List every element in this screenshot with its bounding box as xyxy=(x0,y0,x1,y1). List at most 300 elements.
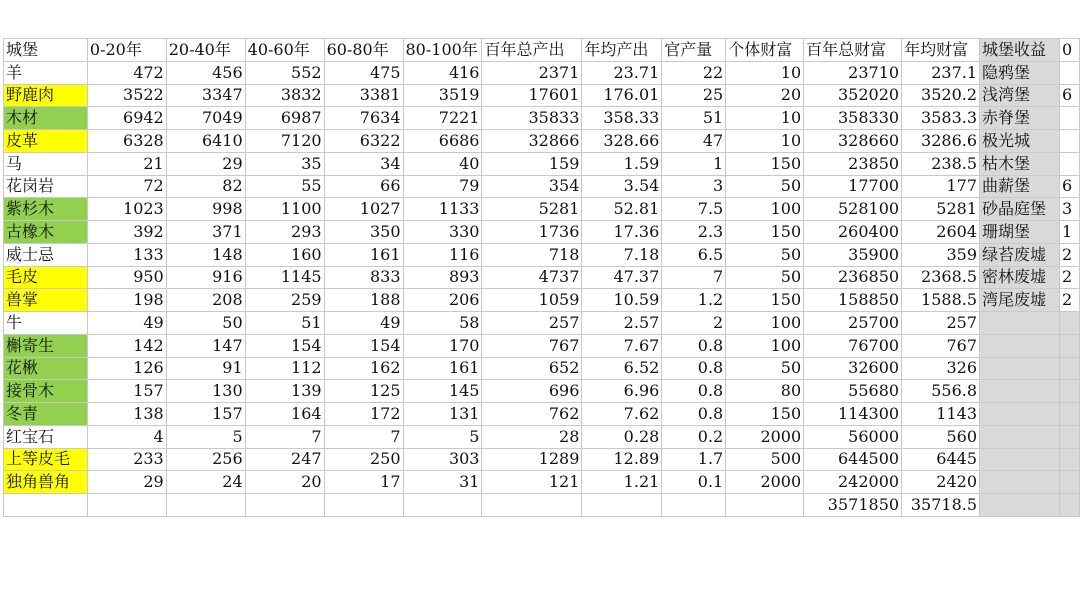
value-cell[interactable]: 7221 xyxy=(403,107,482,130)
value-cell[interactable]: 29 xyxy=(87,471,166,494)
castle-cell[interactable] xyxy=(980,403,1060,426)
header-cell[interactable]: 20-40年 xyxy=(166,39,245,62)
extra-cell[interactable] xyxy=(1059,312,1079,335)
header-cell[interactable]: 百年总财富 xyxy=(804,39,902,62)
castle-cell[interactable]: 砂晶庭堡 xyxy=(980,198,1060,221)
empty-cell[interactable] xyxy=(726,494,804,517)
total-wealth-cell[interactable]: 3571850 xyxy=(804,494,902,517)
header-cell[interactable]: 百年总产出 xyxy=(482,39,582,62)
value-cell[interactable]: 17601 xyxy=(482,84,582,107)
value-cell[interactable]: 23710 xyxy=(804,61,902,84)
value-cell[interactable]: 328660 xyxy=(804,130,902,153)
value-cell[interactable]: 2000 xyxy=(726,471,804,494)
value-cell[interactable]: 0.8 xyxy=(662,334,726,357)
resource-name-cell[interactable]: 马 xyxy=(4,152,88,175)
resource-name-cell[interactable]: 木材 xyxy=(4,107,88,130)
value-cell[interactable]: 1023 xyxy=(87,198,166,221)
extra-cell[interactable]: 1 xyxy=(1059,221,1079,244)
value-cell[interactable]: 3381 xyxy=(324,84,403,107)
empty-cell[interactable] xyxy=(482,494,582,517)
value-cell[interactable]: 352020 xyxy=(804,84,902,107)
value-cell[interactable]: 293 xyxy=(245,221,324,244)
value-cell[interactable]: 116 xyxy=(403,243,482,266)
value-cell[interactable]: 242000 xyxy=(804,471,902,494)
resource-name-cell[interactable]: 花楸 xyxy=(4,357,88,380)
value-cell[interactable]: 7049 xyxy=(166,107,245,130)
value-cell[interactable]: 91 xyxy=(166,357,245,380)
header-cell[interactable]: 40-60年 xyxy=(245,39,324,62)
castle-cell[interactable]: 曲薪堡 xyxy=(980,175,1060,198)
value-cell[interactable]: 416 xyxy=(403,61,482,84)
value-cell[interactable]: 257 xyxy=(482,312,582,335)
castle-cell[interactable]: 隐鸦堡 xyxy=(980,61,1060,84)
value-cell[interactable]: 7 xyxy=(245,425,324,448)
value-cell[interactable]: 139 xyxy=(245,380,324,403)
value-cell[interactable]: 3520.2 xyxy=(902,84,980,107)
value-cell[interactable]: 696 xyxy=(482,380,582,403)
value-cell[interactable]: 1133 xyxy=(403,198,482,221)
value-cell[interactable]: 644500 xyxy=(804,448,902,471)
empty-cell[interactable] xyxy=(662,494,726,517)
castle-cell[interactable]: 极光城 xyxy=(980,130,1060,153)
value-cell[interactable]: 159 xyxy=(482,152,582,175)
extra-cell[interactable]: 3 xyxy=(1059,198,1079,221)
value-cell[interactable]: 25700 xyxy=(804,312,902,335)
value-cell[interactable]: 6445 xyxy=(902,448,980,471)
value-cell[interactable]: 950 xyxy=(87,266,166,289)
value-cell[interactable]: 55680 xyxy=(804,380,902,403)
value-cell[interactable]: 125 xyxy=(324,380,403,403)
value-cell[interactable]: 237.1 xyxy=(902,61,980,84)
value-cell[interactable]: 50 xyxy=(166,312,245,335)
header-cell[interactable]: 城堡 xyxy=(4,39,88,62)
table-row xyxy=(4,448,1080,471)
value-cell[interactable]: 114300 xyxy=(804,403,902,426)
value-cell[interactable]: 0.1 xyxy=(662,471,726,494)
value-cell[interactable]: 10 xyxy=(726,107,804,130)
value-cell[interactable]: 552 xyxy=(245,61,324,84)
value-cell[interactable]: 82 xyxy=(166,175,245,198)
resource-name-cell[interactable]: 羊 xyxy=(4,61,88,84)
header-cell[interactable]: 城堡收益 xyxy=(980,39,1060,62)
value-cell[interactable]: 150 xyxy=(726,403,804,426)
value-cell[interactable]: 56000 xyxy=(804,425,902,448)
value-cell[interactable]: 20 xyxy=(726,84,804,107)
value-cell[interactable]: 0.2 xyxy=(662,425,726,448)
extra-cell[interactable] xyxy=(1059,448,1079,471)
value-cell[interactable]: 1 xyxy=(662,152,726,175)
value-cell[interactable]: 154 xyxy=(324,334,403,357)
extra-cell[interactable] xyxy=(1059,380,1079,403)
extra-cell[interactable] xyxy=(1059,130,1079,153)
value-cell[interactable]: 40 xyxy=(403,152,482,175)
extra-cell[interactable] xyxy=(1059,403,1079,426)
value-cell[interactable]: 176.01 xyxy=(582,84,662,107)
empty-cell[interactable] xyxy=(1059,494,1079,517)
value-cell[interactable]: 0.8 xyxy=(662,357,726,380)
value-cell[interactable]: 80 xyxy=(726,380,804,403)
value-cell[interactable]: 257 xyxy=(902,312,980,335)
value-cell[interactable]: 23850 xyxy=(804,152,902,175)
value-cell[interactable]: 50 xyxy=(726,357,804,380)
empty-cell[interactable] xyxy=(582,494,662,517)
value-cell[interactable]: 47.37 xyxy=(582,266,662,289)
value-cell[interactable]: 79 xyxy=(403,175,482,198)
value-cell[interactable]: 49 xyxy=(87,312,166,335)
value-cell[interactable]: 150 xyxy=(726,221,804,244)
empty-cell[interactable] xyxy=(324,494,403,517)
castle-cell[interactable] xyxy=(980,448,1060,471)
value-cell[interactable]: 1100 xyxy=(245,198,324,221)
value-cell[interactable]: 10.59 xyxy=(582,289,662,312)
value-cell[interactable]: 188 xyxy=(324,289,403,312)
value-cell[interactable]: 170 xyxy=(403,334,482,357)
castle-cell[interactable]: 绿苔废墟 xyxy=(980,243,1060,266)
value-cell[interactable]: 1289 xyxy=(482,448,582,471)
value-cell[interactable]: 6322 xyxy=(324,130,403,153)
value-cell[interactable]: 2000 xyxy=(726,425,804,448)
value-cell[interactable]: 238.5 xyxy=(902,152,980,175)
value-cell[interactable]: 3519 xyxy=(403,84,482,107)
value-cell[interactable]: 154 xyxy=(245,334,324,357)
value-cell[interactable]: 51 xyxy=(662,107,726,130)
value-cell[interactable]: 157 xyxy=(166,403,245,426)
empty-cell[interactable] xyxy=(980,494,1060,517)
header-cell[interactable]: 60-80年 xyxy=(324,39,403,62)
value-cell[interactable]: 32866 xyxy=(482,130,582,153)
value-cell[interactable]: 112 xyxy=(245,357,324,380)
value-cell[interactable]: 560 xyxy=(902,425,980,448)
value-cell[interactable]: 23.71 xyxy=(582,61,662,84)
value-cell[interactable]: 157 xyxy=(87,380,166,403)
value-cell[interactable]: 6.5 xyxy=(662,243,726,266)
value-cell[interactable]: 50 xyxy=(726,175,804,198)
value-cell[interactable]: 50 xyxy=(726,266,804,289)
value-cell[interactable]: 66 xyxy=(324,175,403,198)
value-cell[interactable]: 2368.5 xyxy=(902,266,980,289)
value-cell[interactable]: 233 xyxy=(87,448,166,471)
value-cell[interactable]: 198 xyxy=(87,289,166,312)
value-cell[interactable]: 6328 xyxy=(87,130,166,153)
value-cell[interactable]: 1145 xyxy=(245,266,324,289)
castle-cell[interactable]: 珊瑚堡 xyxy=(980,221,1060,244)
value-cell[interactable]: 5 xyxy=(166,425,245,448)
header-cell[interactable]: 年均产出 xyxy=(582,39,662,62)
value-cell[interactable]: 2371 xyxy=(482,61,582,84)
value-cell[interactable]: 893 xyxy=(403,266,482,289)
value-cell[interactable]: 2 xyxy=(662,312,726,335)
castle-cell[interactable]: 湾尾废墟 xyxy=(980,289,1060,312)
castle-cell[interactable] xyxy=(980,334,1060,357)
value-cell[interactable]: 51 xyxy=(245,312,324,335)
value-cell[interactable]: 472 xyxy=(87,61,166,84)
value-cell[interactable]: 7 xyxy=(662,266,726,289)
header-cell[interactable]: 年均财富 xyxy=(902,39,980,62)
value-cell[interactable]: 164 xyxy=(245,403,324,426)
value-cell[interactable]: 556.8 xyxy=(902,380,980,403)
header-cell[interactable]: 0 xyxy=(1059,39,1079,62)
value-cell[interactable]: 32600 xyxy=(804,357,902,380)
value-cell[interactable]: 3286.6 xyxy=(902,130,980,153)
value-cell[interactable]: 359 xyxy=(902,243,980,266)
value-cell[interactable]: 133 xyxy=(87,243,166,266)
extra-cell[interactable]: 2 xyxy=(1059,289,1079,312)
resource-name-cell[interactable]: 野鹿肉 xyxy=(4,84,88,107)
value-cell[interactable]: 4737 xyxy=(482,266,582,289)
value-cell[interactable]: 5281 xyxy=(902,198,980,221)
extra-cell[interactable]: 2 xyxy=(1059,266,1079,289)
value-cell[interactable]: 47 xyxy=(662,130,726,153)
extra-cell[interactable] xyxy=(1059,471,1079,494)
value-cell[interactable]: 12.89 xyxy=(582,448,662,471)
value-cell[interactable]: 0.8 xyxy=(662,403,726,426)
value-cell[interactable]: 7.18 xyxy=(582,243,662,266)
empty-cell[interactable] xyxy=(4,494,88,517)
value-cell[interactable]: 767 xyxy=(902,334,980,357)
value-cell[interactable]: 247 xyxy=(245,448,324,471)
value-cell[interactable]: 0.28 xyxy=(582,425,662,448)
castle-cell[interactable] xyxy=(980,312,1060,335)
castle-cell[interactable]: 赤脊堡 xyxy=(980,107,1060,130)
castle-cell[interactable] xyxy=(980,471,1060,494)
castle-cell[interactable] xyxy=(980,425,1060,448)
value-cell[interactable]: 142 xyxy=(87,334,166,357)
resource-name-cell[interactable]: 花岗岩 xyxy=(4,175,88,198)
value-cell[interactable]: 5281 xyxy=(482,198,582,221)
value-cell[interactable]: 177 xyxy=(902,175,980,198)
value-cell[interactable]: 358.33 xyxy=(582,107,662,130)
value-cell[interactable]: 7.5 xyxy=(662,198,726,221)
value-cell[interactable]: 1027 xyxy=(324,198,403,221)
value-cell[interactable]: 121 xyxy=(482,471,582,494)
value-cell[interactable]: 148 xyxy=(166,243,245,266)
value-cell[interactable]: 10 xyxy=(726,130,804,153)
value-cell[interactable]: 6.52 xyxy=(582,357,662,380)
header-cell[interactable]: 官产量 xyxy=(662,39,726,62)
header-cell[interactable]: 个体财富 xyxy=(726,39,804,62)
value-cell[interactable]: 916 xyxy=(166,266,245,289)
value-cell[interactable]: 6.96 xyxy=(582,380,662,403)
value-cell[interactable]: 3 xyxy=(662,175,726,198)
castle-cell[interactable] xyxy=(980,357,1060,380)
castle-cell[interactable]: 密林废墟 xyxy=(980,266,1060,289)
empty-cell[interactable] xyxy=(245,494,324,517)
extra-cell[interactable] xyxy=(1059,152,1079,175)
value-cell[interactable]: 35 xyxy=(245,152,324,175)
value-cell[interactable]: 326 xyxy=(902,357,980,380)
value-cell[interactable]: 7120 xyxy=(245,130,324,153)
value-cell[interactable]: 76700 xyxy=(804,334,902,357)
value-cell[interactable]: 29 xyxy=(166,152,245,175)
value-cell[interactable]: 50 xyxy=(726,243,804,266)
value-cell[interactable]: 7.62 xyxy=(582,403,662,426)
table-row xyxy=(4,107,1080,130)
value-cell[interactable]: 392 xyxy=(87,221,166,244)
value-cell[interactable]: 6410 xyxy=(166,130,245,153)
value-cell[interactable]: 17.36 xyxy=(582,221,662,244)
value-cell[interactable]: 1143 xyxy=(902,403,980,426)
value-cell[interactable]: 1059 xyxy=(482,289,582,312)
header-cell[interactable]: 0-20年 xyxy=(87,39,166,62)
value-cell[interactable]: 718 xyxy=(482,243,582,266)
value-cell[interactable]: 5 xyxy=(403,425,482,448)
value-cell[interactable]: 6686 xyxy=(403,130,482,153)
value-cell[interactable]: 17 xyxy=(324,471,403,494)
value-cell[interactable]: 17700 xyxy=(804,175,902,198)
value-cell[interactable]: 0.8 xyxy=(662,380,726,403)
value-cell[interactable]: 150 xyxy=(726,289,804,312)
resource-name-cell[interactable]: 兽掌 xyxy=(4,289,88,312)
castle-cell[interactable]: 枯木堡 xyxy=(980,152,1060,175)
table-row xyxy=(4,198,1080,221)
resource-name-cell[interactable]: 毛皮 xyxy=(4,266,88,289)
value-cell[interactable]: 131 xyxy=(403,403,482,426)
value-cell[interactable]: 250 xyxy=(324,448,403,471)
value-cell[interactable]: 21 xyxy=(87,152,166,175)
value-cell[interactable]: 767 xyxy=(482,334,582,357)
value-cell[interactable]: 260400 xyxy=(804,221,902,244)
value-cell[interactable]: 652 xyxy=(482,357,582,380)
resource-name-cell[interactable]: 皮革 xyxy=(4,130,88,153)
value-cell[interactable]: 3832 xyxy=(245,84,324,107)
castle-cell[interactable]: 浅湾堡 xyxy=(980,84,1060,107)
value-cell[interactable]: 1.59 xyxy=(582,152,662,175)
value-cell[interactable]: 3583.3 xyxy=(902,107,980,130)
value-cell[interactable]: 206 xyxy=(403,289,482,312)
value-cell[interactable]: 6987 xyxy=(245,107,324,130)
value-cell[interactable]: 328.66 xyxy=(582,130,662,153)
value-cell[interactable]: 10 xyxy=(726,61,804,84)
value-cell[interactable]: 24 xyxy=(166,471,245,494)
avg-wealth-cell[interactable]: 35718.5 xyxy=(902,494,980,517)
extra-cell[interactable]: 2 xyxy=(1059,243,1079,266)
value-cell[interactable]: 330 xyxy=(403,221,482,244)
value-cell[interactable]: 100 xyxy=(726,312,804,335)
resource-name-cell[interactable]: 古橡木 xyxy=(4,221,88,244)
value-cell[interactable]: 354 xyxy=(482,175,582,198)
value-cell[interactable]: 3347 xyxy=(166,84,245,107)
resource-name-cell[interactable]: 上等皮毛 xyxy=(4,448,88,471)
value-cell[interactable]: 31 xyxy=(403,471,482,494)
value-cell[interactable]: 1.21 xyxy=(582,471,662,494)
table-row xyxy=(4,403,1080,426)
value-cell[interactable]: 1.2 xyxy=(662,289,726,312)
value-cell[interactable]: 55 xyxy=(245,175,324,198)
empty-cell[interactable] xyxy=(87,494,166,517)
value-cell[interactable]: 1588.5 xyxy=(902,289,980,312)
resource-name-cell[interactable]: 牛 xyxy=(4,312,88,335)
extra-cell[interactable] xyxy=(1059,61,1079,84)
value-cell[interactable]: 3.54 xyxy=(582,175,662,198)
value-cell[interactable]: 303 xyxy=(403,448,482,471)
value-cell[interactable]: 236850 xyxy=(804,266,902,289)
value-cell[interactable]: 7 xyxy=(324,425,403,448)
value-cell[interactable]: 20 xyxy=(245,471,324,494)
value-cell[interactable]: 52.81 xyxy=(582,198,662,221)
value-cell[interactable]: 3522 xyxy=(87,84,166,107)
value-cell[interactable]: 4 xyxy=(87,425,166,448)
table-row xyxy=(4,334,1080,357)
value-cell[interactable]: 256 xyxy=(166,448,245,471)
value-cell[interactable]: 25 xyxy=(662,84,726,107)
value-cell[interactable]: 500 xyxy=(726,448,804,471)
extra-cell[interactable]: 6 xyxy=(1059,175,1079,198)
value-cell[interactable]: 126 xyxy=(87,357,166,380)
extra-cell[interactable] xyxy=(1059,107,1079,130)
value-cell[interactable]: 138 xyxy=(87,403,166,426)
value-cell[interactable]: 358330 xyxy=(804,107,902,130)
value-cell[interactable]: 161 xyxy=(324,243,403,266)
resource-name-cell[interactable]: 独角兽角 xyxy=(4,471,88,494)
value-cell[interactable]: 833 xyxy=(324,266,403,289)
resource-name-cell[interactable]: 槲寄生 xyxy=(4,334,88,357)
extra-cell[interactable]: 6 xyxy=(1059,84,1079,107)
value-cell[interactable]: 172 xyxy=(324,403,403,426)
value-cell[interactable]: 7634 xyxy=(324,107,403,130)
value-cell[interactable]: 259 xyxy=(245,289,324,312)
extra-cell[interactable] xyxy=(1059,334,1079,357)
value-cell[interactable]: 2604 xyxy=(902,221,980,244)
extra-cell[interactable] xyxy=(1059,425,1079,448)
value-cell[interactable]: 147 xyxy=(166,334,245,357)
value-cell[interactable]: 58 xyxy=(403,312,482,335)
resource-name-cell[interactable]: 威士忌 xyxy=(4,243,88,266)
resource-name-cell[interactable]: 紫杉木 xyxy=(4,198,88,221)
value-cell[interactable]: 998 xyxy=(166,198,245,221)
value-cell[interactable]: 6942 xyxy=(87,107,166,130)
castle-cell[interactable] xyxy=(980,380,1060,403)
table-row xyxy=(4,357,1080,380)
value-cell[interactable]: 150 xyxy=(726,152,804,175)
value-cell[interactable]: 22 xyxy=(662,61,726,84)
extra-cell[interactable] xyxy=(1059,357,1079,380)
value-cell[interactable]: 1.7 xyxy=(662,448,726,471)
value-cell[interactable]: 456 xyxy=(166,61,245,84)
value-cell[interactable]: 160 xyxy=(245,243,324,266)
empty-cell[interactable] xyxy=(166,494,245,517)
value-cell[interactable]: 350 xyxy=(324,221,403,244)
value-cell[interactable]: 34 xyxy=(324,152,403,175)
value-cell[interactable]: 762 xyxy=(482,403,582,426)
value-cell[interactable]: 35900 xyxy=(804,243,902,266)
value-cell[interactable]: 2.57 xyxy=(582,312,662,335)
resource-name-cell[interactable]: 接骨木 xyxy=(4,380,88,403)
value-cell[interactable]: 162 xyxy=(324,357,403,380)
value-cell[interactable]: 2.3 xyxy=(662,221,726,244)
value-cell[interactable]: 72 xyxy=(87,175,166,198)
value-cell[interactable]: 208 xyxy=(166,289,245,312)
value-cell[interactable]: 158850 xyxy=(804,289,902,312)
value-cell[interactable]: 475 xyxy=(324,61,403,84)
value-cell[interactable]: 28 xyxy=(482,425,582,448)
header-cell[interactable]: 80-100年 xyxy=(403,39,482,62)
value-cell[interactable]: 1736 xyxy=(482,221,582,244)
value-cell[interactable]: 2420 xyxy=(902,471,980,494)
empty-cell[interactable] xyxy=(403,494,482,517)
resource-name-cell[interactable]: 冬青 xyxy=(4,403,88,426)
value-cell[interactable]: 130 xyxy=(166,380,245,403)
value-cell[interactable]: 100 xyxy=(726,334,804,357)
value-cell[interactable]: 100 xyxy=(726,198,804,221)
value-cell[interactable]: 528100 xyxy=(804,198,902,221)
value-cell[interactable]: 35833 xyxy=(482,107,582,130)
value-cell[interactable]: 161 xyxy=(403,357,482,380)
value-cell[interactable]: 371 xyxy=(166,221,245,244)
value-cell[interactable]: 7.67 xyxy=(582,334,662,357)
value-cell[interactable]: 145 xyxy=(403,380,482,403)
resource-name-cell[interactable]: 红宝石 xyxy=(4,425,88,448)
value-cell[interactable]: 49 xyxy=(324,312,403,335)
